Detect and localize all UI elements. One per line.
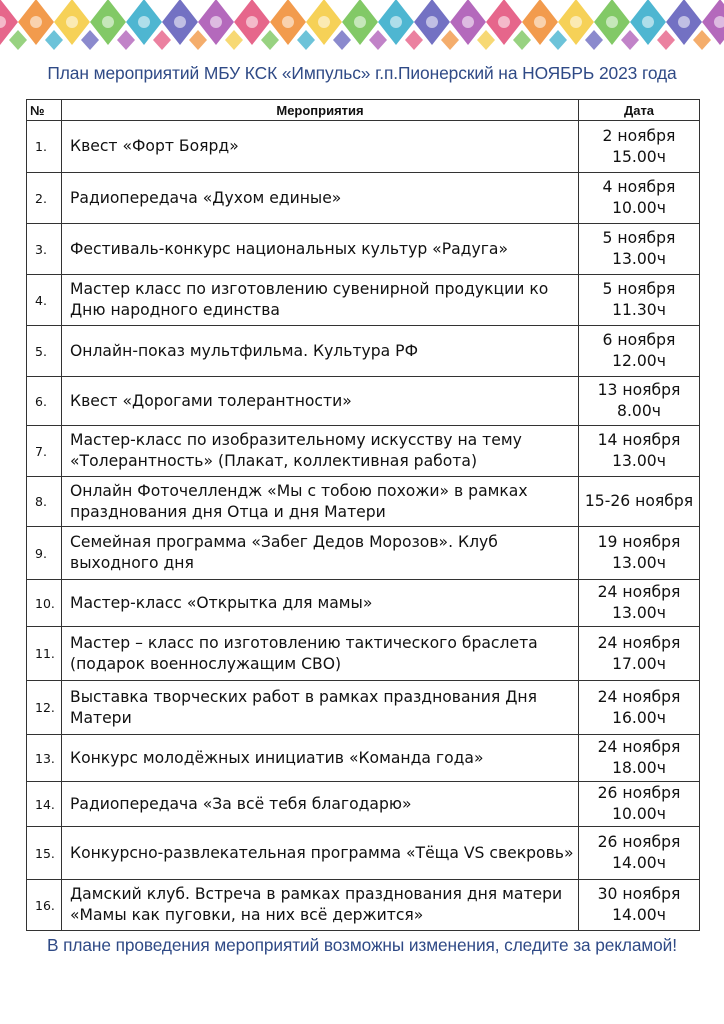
event-name: Конкурс молодёжных инициатив «Команда года» (62, 735, 579, 782)
header-event: Мероприятия (62, 100, 579, 121)
event-date (579, 735, 700, 782)
date-day: 15-26 ноября (584, 492, 694, 510)
date-day: 5 ноября (602, 280, 676, 298)
event-date (579, 173, 700, 224)
banner-small-diamond (513, 30, 531, 50)
date-day: 26 ноября (597, 833, 681, 851)
banner-ornament (318, 16, 330, 28)
table-row (27, 275, 700, 326)
banner-ornament (210, 16, 222, 28)
banner-ornament (534, 16, 546, 28)
table-row (27, 827, 700, 880)
banner-ornament (606, 16, 618, 28)
event-date (579, 477, 700, 527)
row-number: 5. (27, 326, 62, 377)
date-time: 17.00ч (612, 654, 666, 673)
table-row (27, 735, 700, 782)
banner-ornament (246, 16, 258, 28)
header-number: № (27, 100, 62, 121)
decorative-banner (0, 0, 724, 52)
event-date (579, 275, 700, 326)
banner-small-diamond (405, 30, 423, 50)
event-name: Квест «Форт Боярд» (62, 121, 579, 173)
banner-ornament (498, 16, 510, 28)
banner-pattern-graphic (0, 0, 724, 52)
date-time: 18.00ч (612, 759, 666, 777)
row-number: 7. (27, 426, 62, 477)
banner-ornament (462, 16, 474, 28)
date-time: 16.00ч (612, 708, 666, 727)
row-number: 3. (27, 224, 62, 275)
banner-small-diamond (9, 30, 27, 50)
date-day: 30 ноября (597, 885, 681, 903)
footer-note: В плане проведения мероприятий возможны изменения, следите за рекламой! (47, 935, 677, 955)
banner-small-diamond (657, 30, 675, 50)
event-name: Дамский клуб. Встреча в рамках празднования дня матери «Мамы как пуговки, на них всё держится» (62, 880, 579, 931)
banner-small-diamond (369, 30, 387, 50)
date-time: 10.00ч (612, 199, 666, 217)
table-row (27, 173, 700, 224)
row-number: 8. (27, 477, 62, 527)
event-date (579, 880, 700, 931)
row-number: 12. (27, 681, 62, 735)
banner-small-diamond (333, 30, 351, 50)
date-time: 10.00ч (612, 805, 666, 823)
table-row (27, 681, 700, 735)
banner-small-diamond (153, 30, 171, 50)
event-date (579, 681, 700, 735)
table-row (27, 627, 700, 681)
event-name: Онлайн-показ мультфильма. Культура РФ (62, 326, 579, 377)
banner-ornament (390, 16, 402, 28)
banner-ornament (678, 16, 690, 28)
banner-small-diamond (45, 30, 63, 50)
event-date (579, 224, 700, 275)
date-time: 13.00ч (612, 604, 666, 622)
date-day: 24 ноября (597, 687, 681, 706)
events-table (26, 99, 700, 931)
banner-ornament (102, 16, 114, 28)
date-day: 2 ноября (602, 126, 676, 145)
banner-ornament (138, 16, 150, 28)
event-name: Фестиваль-конкурс национальных культур «Радуга» (62, 224, 579, 275)
date-time: 11.30ч (612, 301, 666, 319)
table-row (27, 377, 700, 426)
event-name: Мастер класс по изготовлению сувенирной продукции ко Дню народного единства (62, 275, 579, 326)
banner-small-diamond (441, 30, 459, 50)
table-row (27, 477, 700, 527)
date-day: 24 ноября (597, 633, 681, 652)
date-time: 12.00ч (612, 352, 666, 370)
row-number: 1. (27, 121, 62, 173)
event-date (579, 326, 700, 377)
banner-ornament (30, 16, 42, 28)
row-number: 14. (27, 782, 62, 827)
event-date (579, 627, 700, 681)
banner-ornament (354, 16, 366, 28)
date-time: 13.00ч (612, 250, 666, 268)
banner-small-diamond (225, 30, 243, 50)
banner-ornament (282, 16, 294, 28)
date-time: 13.00ч (612, 554, 666, 572)
date-day: 24 ноября (597, 583, 681, 601)
event-name: Семейная программа «Забег Дедов Морозов». Клуб выходного дня (62, 527, 579, 580)
date-day: 14 ноября (597, 431, 681, 449)
date-day: 13 ноября (597, 381, 681, 399)
banner-ornament (570, 16, 582, 28)
banner-ornament (66, 16, 78, 28)
event-name: Радиопередача «За всё тебя благодарю» (62, 782, 579, 827)
date-time: 14.00ч (612, 906, 666, 924)
date-day: 24 ноября (597, 738, 681, 756)
banner-ornament (642, 16, 654, 28)
event-date (579, 782, 700, 827)
date-day: 26 ноября (597, 784, 681, 802)
row-number: 16. (27, 880, 62, 931)
banner-small-diamond (585, 30, 603, 50)
event-name: Радиопередача «Духом единые» (62, 173, 579, 224)
banner-small-diamond (189, 30, 207, 50)
event-date (579, 121, 700, 173)
banner-small-diamond (621, 30, 639, 50)
banner-ornament (174, 16, 186, 28)
date-time: 8.00ч (617, 402, 661, 420)
banner-small-diamond (297, 30, 315, 50)
row-number: 13. (27, 735, 62, 782)
table-row (27, 527, 700, 580)
row-number: 10. (27, 580, 62, 627)
event-name: Квест «Дорогами толерантности» (62, 377, 579, 426)
table-row (27, 326, 700, 377)
banner-ornament (426, 16, 438, 28)
banner-small-diamond (81, 30, 99, 50)
event-name: Мастер-класс «Открытка для мамы» (62, 580, 579, 627)
date-day: 19 ноября (597, 533, 681, 551)
page-title: План мероприятий МБУ КСК «Импульс» г.п.Пионерский на НОЯБРЬ 2023 года (47, 63, 677, 83)
table-row (27, 782, 700, 827)
event-date (579, 377, 700, 426)
table-row (27, 580, 700, 627)
table-header-row (27, 100, 700, 121)
table-row (27, 426, 700, 477)
banner-small-diamond (477, 30, 495, 50)
date-time: 15.00ч (612, 147, 666, 166)
event-date (579, 426, 700, 477)
table-row (27, 224, 700, 275)
event-name: Конкурсно-развлекательная программа «Тёща VS свекровь» (62, 827, 579, 880)
date-time: 14.00ч (612, 854, 666, 872)
event-date (579, 580, 700, 627)
date-day: 6 ноября (602, 331, 676, 349)
table-row (27, 121, 700, 173)
banner-small-diamond (549, 30, 567, 50)
row-number: 2. (27, 173, 62, 224)
date-day: 5 ноября (602, 229, 676, 247)
row-number: 15. (27, 827, 62, 880)
event-name: Мастер – класс по изготовлению тактического браслета (подарок военнослужащим СВО) (62, 627, 579, 681)
row-number: 11. (27, 627, 62, 681)
row-number: 9. (27, 527, 62, 580)
banner-small-diamond (261, 30, 279, 50)
header-date: Дата (579, 100, 700, 121)
row-number: 4. (27, 275, 62, 326)
event-date (579, 827, 700, 880)
event-date (579, 527, 700, 580)
event-name: Онлайн Фоточеллендж «Мы с тобою похожи» в рамках празднования дня Отца и дня Матери (62, 477, 579, 527)
date-time: 13.00ч (612, 452, 666, 470)
table-row (27, 880, 700, 931)
date-day: 4 ноября (602, 178, 676, 196)
banner-small-diamond (693, 30, 711, 50)
banner-small-diamond (117, 30, 135, 50)
event-name: Мастер-класс по изобразительному искусству на тему «Толерантность» (Плакат, коллективная работа) (62, 426, 579, 477)
row-number: 6. (27, 377, 62, 426)
event-name: Выставка творческих работ в рамках празднования Дня Матери (62, 681, 579, 735)
